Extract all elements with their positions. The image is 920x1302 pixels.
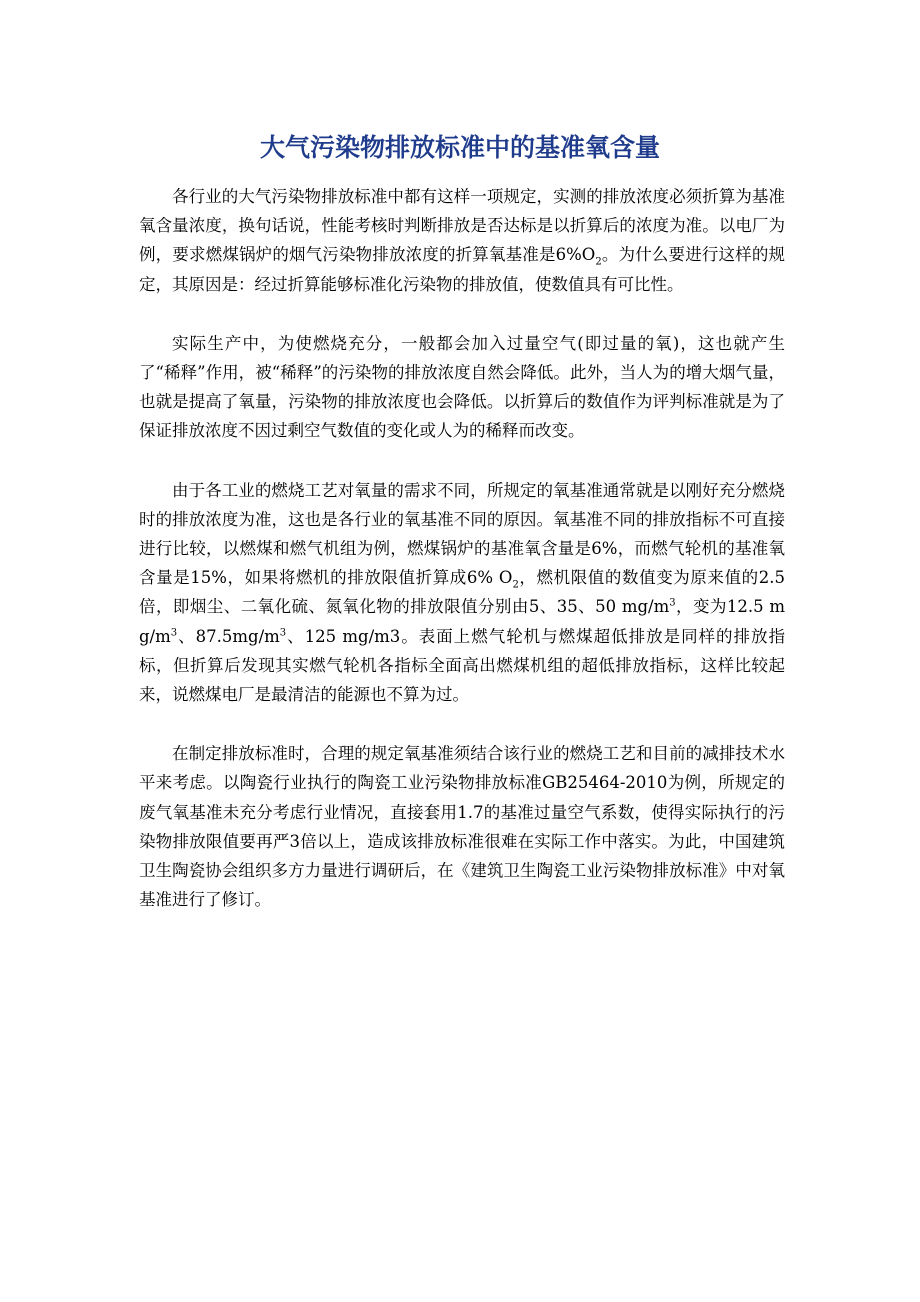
superscript: 3 [279, 627, 287, 639]
paragraph-4 [139, 739, 785, 914]
paragraph-3-text-e: 、125 mg/m3。表面上燃气轮机与燃煤超低排放是同样的排放指标，但折算后发现其实燃气轮机各指标全面高出燃煤机组的超低排放指标，这样比较起来，说燃煤电厂是最清洁的能源也不算为过。 [139, 626, 786, 705]
paragraph-2 [139, 329, 785, 446]
paragraph-2-text: 实际生产中，为使燃烧充分，一般都会加入过量空气(即过量的氧)，这也就产生了“稀释”作用，被“稀释”的污染物的排放浓度自然会降低。此外，当人为的增大烟气量，也就是提高了氧量，污染物的排放浓度也会降低。以折算后的数值作为评判标准就是为了保证排放浓度不因过剩空气数值的变化或人为的稀释而改变。 [139, 333, 785, 441]
subscript: 2 [512, 579, 519, 591]
paragraph-1-text-a: 各行业的大气污染物排放标准中都有这样一项规定，实测的排放浓度必须折算为基准氧含量浓度，换句话说，性能考核时判断排放是否达标是以折算后的浓度为准。以电厂为例，要求燃煤锅炉的烟气污染物排放浓度的折算氧基准是6%O [139, 187, 785, 265]
superscript: 3 [669, 597, 676, 609]
paragraph-1 [139, 182, 785, 299]
paragraph-4-text: 在制定排放标准时，合理的规定氧基准须结合该行业的燃烧工艺和目前的减排技术水平来考虑。以陶瓷行业执行的陶瓷工业污染物排放标准GB25464-2010为例，所规定的废气氧基准未充分考虑行业情况，直接套用1.7的基准过量空气系数，使得实际执行的污染物排放限值要再严3倍以上，造成该排放标准很难在实际工作中落实。为此，中国建筑卫生陶瓷协会组织多方力量进行调研后，在《建筑卫生陶瓷工业污染物排放标准》中对氧基准进行了修订。 [139, 744, 785, 910]
paragraph-3-text-b: ，燃机限值的数值变为原来值的2.5倍，即烟尘、二氧化硫、氮氧化物的排放限值分别由5、35、50 mg/m [139, 568, 786, 617]
paragraph-3-text-c: ，变为12.5 mg/m [139, 597, 785, 646]
paragraph-3-text-d: 、87.5mg/m [177, 626, 280, 646]
document-body [139, 182, 785, 944]
superscript: 3 [170, 627, 178, 639]
paragraph-3 [139, 476, 785, 710]
paragraph-3-text-a: 由于各工业的燃烧工艺对氧量的需求不同，所规定的氧基准通常就是以刚好充分燃烧时的排放浓度为准，这也是各行业的氧基准不同的原因。氧基准不同的排放指标不可直接进行比较，以燃煤和燃气机组为例，燃煤锅炉的基准氧含量是6%，而燃气轮机的基准氧含量是15%，如果将燃机的排放限值折算成6% O [139, 480, 785, 588]
paragraph-1-text-b: 。为什么要进行这样的规定，其原因是：经过折算能够标准化污染物的排放值，使数值具有可比性。 [139, 245, 786, 294]
document-title: 大气污染物排放标准中的基准氧含量 [259, 133, 660, 162]
subscript: 2 [595, 256, 602, 268]
